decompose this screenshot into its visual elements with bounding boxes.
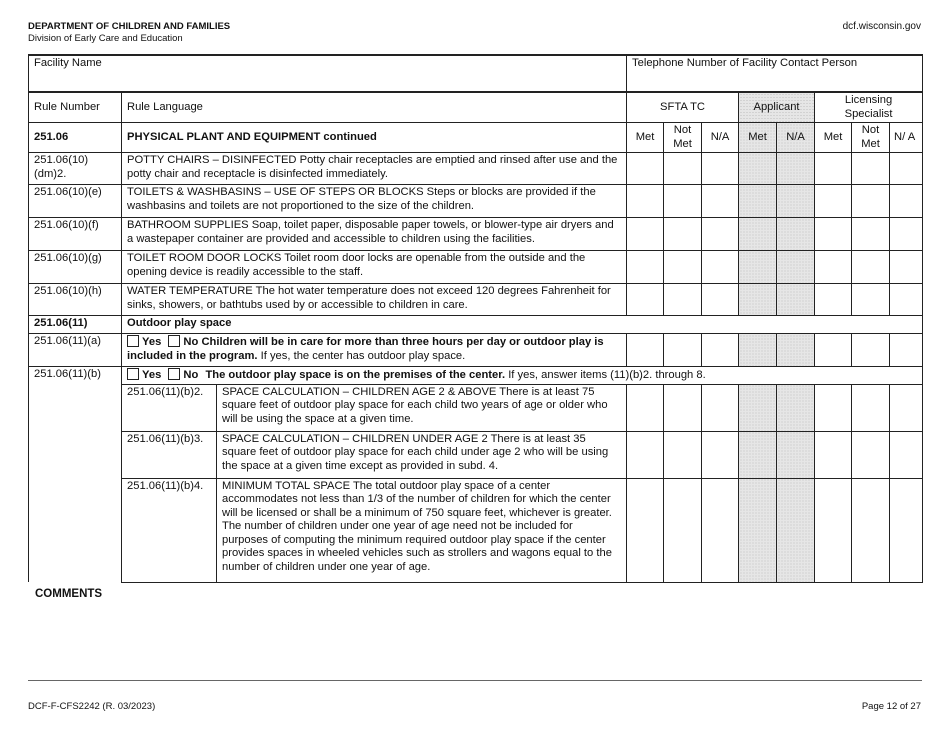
ls-met-cell[interactable] [815,284,852,316]
ls-met-cell[interactable] [815,478,852,582]
sfta-na-cell[interactable] [702,251,739,284]
yes-label: Yes [142,336,162,348]
department-name: DEPARTMENT OF CHILDREN AND FAMILIES [28,21,231,32]
sfta-met-cell[interactable] [627,218,664,251]
applicant-met-cell[interactable] [739,185,777,218]
applicant-met-cell[interactable] [739,284,777,316]
col-header-rule-number: Rule Number [29,92,122,123]
ls-not-met-cell[interactable] [852,284,890,316]
sfta-met-cell[interactable] [627,153,664,185]
ls-not-met-header: Not Met [852,123,890,153]
sfta-not-met-cell[interactable] [664,218,702,251]
header-left [28,21,230,45]
ls-met-cell[interactable] [815,334,852,367]
sfta-na-cell[interactable] [702,218,739,251]
ls-not-met-cell[interactable] [852,431,890,478]
sfta-na-cell[interactable] [702,284,739,316]
sfta-na-cell[interactable] [702,478,739,582]
rule-bold-text: Children will be in care for more than three hours per day or outdoor play is included in the program. [127,336,604,362]
comments-label: COMMENTS [35,588,103,600]
sfta-not-met-cell[interactable] [664,384,702,431]
sfta-na-cell[interactable] [702,334,739,367]
sfta-na-cell[interactable] [702,384,739,431]
subsection-number: 251.06(11) [29,316,122,334]
ls-met-cell[interactable] [815,431,852,478]
no-label: No [183,336,199,348]
ls-met-cell[interactable] [815,153,852,185]
ls-not-met-cell[interactable] [852,153,890,185]
applicant-met-cell[interactable] [739,478,777,582]
ls-na-cell[interactable] [890,478,923,582]
applicant-na-cell[interactable] [777,284,815,316]
table-row [29,153,923,185]
rule-number: 251.06(10)(f) [29,218,122,251]
applicant-na-cell[interactable] [777,218,815,251]
rules-table [28,54,923,583]
ls-na-cell[interactable] [890,334,923,367]
applicant-na-cell[interactable] [777,431,815,478]
sfta-met-cell[interactable] [627,478,664,582]
applicant-na-cell[interactable] [777,153,815,185]
rule-number: 251.06(11)(a) [29,334,122,367]
rule-number: 251.06(10)(e) [29,185,122,218]
rule-bold-text: The outdoor play space is on the premises of the center. [205,369,506,381]
sub-rule-text: MINIMUM TOTAL SPACE The total outdoor play space of a center accommodates not less than 1/3 of the number of children for which the center will be licensed or shall be a minimum of 750 square feet, whichever is greater. The number of children under one year of age need not be included for purposes of computing the minimum required outdoor play space if the center provides spaces in wheeled vehicles such as strollers and wagons equal to the number of children under one year of age. [217,478,627,582]
applicant-na-cell[interactable] [777,334,815,367]
sub-rule-number: 251.06(11)(b)4. [122,478,217,582]
rule-number: 251.06(10)(g) [29,251,122,284]
form-number: DCF-F-CFS2242 (R. 03/2023) [28,701,156,712]
rule-number: 251.06(10)(dm)2. [29,153,122,185]
ls-met-cell[interactable] [815,251,852,284]
rule-plain-text: If yes, the center has outdoor play space. [257,349,466,362]
rule-text [122,367,923,385]
page-number: Page 12 of 27 [861,701,921,712]
sfta-not-met-cell[interactable] [664,478,702,582]
ls-na-cell[interactable] [890,185,923,218]
sfta-not-met-cell[interactable] [664,334,702,367]
facility-name-label: Facility Name [34,57,102,69]
sfta-not-met-cell[interactable] [664,153,702,185]
applicant-met-cell[interactable] [739,431,777,478]
division-name: Division of Early Care and Education [28,33,183,44]
sub-rule-text: SPACE CALCULATION – CHILDREN UNDER AGE 2 There is at least 35 square feet of outdoor play space for each child under age 2 who will be using the space at a given time except as provided in subd. 4. [217,431,627,478]
ls-met-cell[interactable] [815,218,852,251]
ls-not-met-cell[interactable] [852,251,890,284]
col-header-licensing-specialist: Licensing Specialist [815,92,923,123]
ls-na-cell[interactable] [890,284,923,316]
no-checkbox[interactable] [168,335,180,347]
applicant-na-cell[interactable] [777,185,815,218]
col-header-sfta-tc: SFTA TC [627,92,739,123]
rule-text [122,334,627,367]
ls-met-header: Met [815,123,852,153]
col-header-rule-language: Rule Language [122,92,627,123]
table-row [29,334,923,367]
sfta-met-cell[interactable] [627,185,664,218]
sfta-met-cell[interactable] [627,384,664,431]
ls-not-met-cell[interactable] [852,218,890,251]
footer-divider [28,680,922,681]
yes-checkbox[interactable] [127,335,139,347]
applicant-met-cell[interactable] [739,334,777,367]
sfta-met-cell[interactable] [627,431,664,478]
sfta-na-cell[interactable] [702,185,739,218]
applicant-met-header: Met [739,123,777,153]
sfta-not-met-cell[interactable] [664,251,702,284]
table-row [29,218,923,251]
ls-met-cell[interactable] [815,384,852,431]
rule-number: 251.06(10)(h) [29,284,122,316]
applicant-met-cell[interactable] [739,384,777,431]
table-row [29,384,923,431]
ls-not-met-cell[interactable] [852,384,890,431]
applicant-na-header: N/A [777,123,815,153]
sfta-met-cell[interactable] [627,251,664,284]
rule-text: WATER TEMPERATURE The hot water temperature does not exceed 120 degrees Fahrenheit for sinks, showers, or bathtubs used by or accessible to children in care. [122,284,627,316]
rule-text: POTTY CHAIRS – DISINFECTED Potty chair receptacles are emptied and rinsed after use and the potty chair and receptacle is disinfected immediately. [122,153,627,185]
sfta-met-header: Met [627,123,664,153]
applicant-met-cell[interactable] [739,153,777,185]
rule-text: TOILETS & WASHBASINS – USE OF STEPS OR BLOCKS Steps or blocks are provided if the washbasins and toilets are not proportioned to the size of the children. [122,185,627,218]
yes-checkbox[interactable] [127,368,139,380]
ls-met-cell[interactable] [815,185,852,218]
ls-na-cell[interactable] [890,384,923,431]
facility-name-field[interactable] [29,55,627,92]
rule-text: TOILET ROOM DOOR LOCKS Toilet room door locks are openable from the outside and the opening device is readily accessible to the staff. [122,251,627,284]
applicant-met-cell[interactable] [739,218,777,251]
sfta-na-cell[interactable] [702,431,739,478]
sfta-na-header: N/A [702,123,739,153]
table-row [29,284,923,316]
yes-label: Yes [142,369,162,381]
sub-rule-number: 251.06(11)(b)3. [122,431,217,478]
subsection-title: Outdoor play space [122,316,923,334]
col-header-applicant: Applicant [739,92,815,123]
section-title: PHYSICAL PLANT AND EQUIPMENT continued [122,123,627,153]
sfta-met-cell[interactable] [627,284,664,316]
sfta-not-met-header: Not Met [664,123,702,153]
no-checkbox[interactable] [168,368,180,380]
ls-na-cell[interactable] [890,153,923,185]
ls-not-met-cell[interactable] [852,478,890,582]
applicant-na-cell[interactable] [777,384,815,431]
table-row [29,251,923,284]
rule-number: 251.06(11)(b) [29,367,122,583]
sfta-met-cell[interactable] [627,334,664,367]
sfta-not-met-cell[interactable] [664,185,702,218]
section-number: 251.06 [29,123,122,153]
ls-na-cell[interactable] [890,218,923,251]
sfta-not-met-cell[interactable] [664,284,702,316]
ls-not-met-cell[interactable] [852,334,890,367]
no-label: No [183,369,199,381]
telephone-field[interactable] [627,55,923,92]
rule-plain-text: If yes, answer items (11)(b)2. through 8. [505,369,706,381]
sub-rule-text: SPACE CALCULATION – CHILDREN AGE 2 & ABOVE There is at least 75 square feet of outdoor play space for each child two years of age or older who will be using the space at a given time. [217,384,627,431]
ls-na-cell[interactable] [890,251,923,284]
ls-na-header: N/ A [890,123,923,153]
rule-text: BATHROOM SUPPLIES Soap, toilet paper, disposable paper towels, or blower-type air dryers and a wastepaper container are provided and accessible to children using the facilities. [122,218,627,251]
ls-na-cell[interactable] [890,431,923,478]
sub-rule-number: 251.06(11)(b)2. [122,384,217,431]
table-row [29,185,923,218]
sfta-not-met-cell[interactable] [664,431,702,478]
applicant-na-cell[interactable] [777,251,815,284]
table-row [29,478,923,582]
website: dcf.wisconsin.gov [842,21,921,32]
ls-not-met-cell[interactable] [852,185,890,218]
applicant-met-cell[interactable] [739,251,777,284]
applicant-na-cell[interactable] [777,478,815,582]
table-row [29,431,923,478]
sfta-na-cell[interactable] [702,153,739,185]
telephone-label: Telephone Number of Facility Contact Person [632,57,858,69]
